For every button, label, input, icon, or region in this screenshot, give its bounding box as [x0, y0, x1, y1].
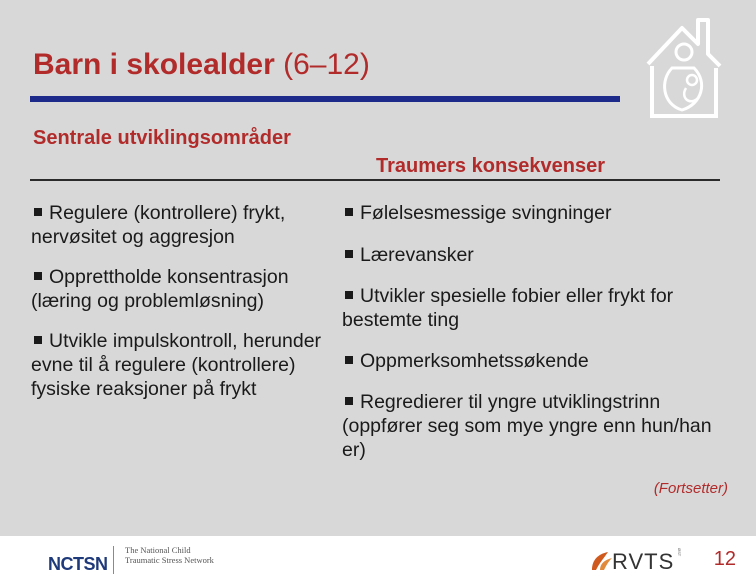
slide-title-range: (6–12) [274, 48, 370, 81]
bullet-square-icon [34, 336, 42, 344]
bullet-square-icon [345, 356, 353, 364]
list-item [31, 201, 341, 249]
bullet-text: Regredierer til yngre utviklingstrinn (oppfører seg som mye yngre enn hun/han er) [342, 391, 712, 461]
bullet-text: Følelsesmessige svingninger [360, 202, 612, 224]
bullet-square-icon [34, 272, 42, 280]
title-underline [30, 96, 620, 102]
header-divider [30, 179, 720, 181]
slide-title-bold: Barn i skolealder [33, 48, 275, 81]
bullet-square-icon [345, 208, 353, 216]
bullet-text: Lærevansker [360, 244, 474, 266]
bullet-text: Regulere (kontrollere) frykt, nervøsitet og aggresjon [31, 202, 286, 248]
bullet-text: Utvikler spesielle fobier eller frykt for bestemte ting [342, 285, 674, 331]
house-family-logo-icon [642, 6, 726, 122]
list-item [31, 265, 341, 313]
nctsn-tagline: The National Child Traumatic Stress Network [125, 545, 214, 565]
slide-title [33, 48, 370, 82]
continued-note: (Fortsetter) [653, 480, 728, 497]
list-item [342, 243, 732, 267]
list-item [342, 349, 732, 373]
logo-separator [113, 546, 114, 574]
column-header-left: Sentrale utviklingsområder [33, 127, 291, 149]
bullet-text: Utvikle impulskontroll, herunder evne til å regulere (kontrollere) fysiske reaksjoner på frykt [31, 330, 322, 400]
left-bullet-list [31, 201, 341, 401]
column-header-right: Traumers konsekvenser [376, 155, 606, 177]
rvts-logo: RVTS [612, 549, 675, 574]
bullet-text: Oppmerksomhetssøkende [360, 350, 589, 372]
bullet-text: Opprettholde konsentrasjon (læring og problemløsning) [31, 266, 289, 312]
bullet-square-icon [345, 291, 353, 299]
rvts-region: ØST [677, 548, 682, 557]
page-number: 12 [713, 548, 736, 570]
list-item [342, 284, 732, 332]
bullet-square-icon [34, 208, 42, 216]
list-item [342, 201, 732, 225]
bullet-square-icon [345, 397, 353, 405]
nctsn-logo: NCTSN [48, 554, 108, 574]
bullet-square-icon [345, 250, 353, 258]
list-item [342, 390, 732, 462]
list-item [31, 329, 341, 401]
right-bullet-list [342, 201, 732, 462]
